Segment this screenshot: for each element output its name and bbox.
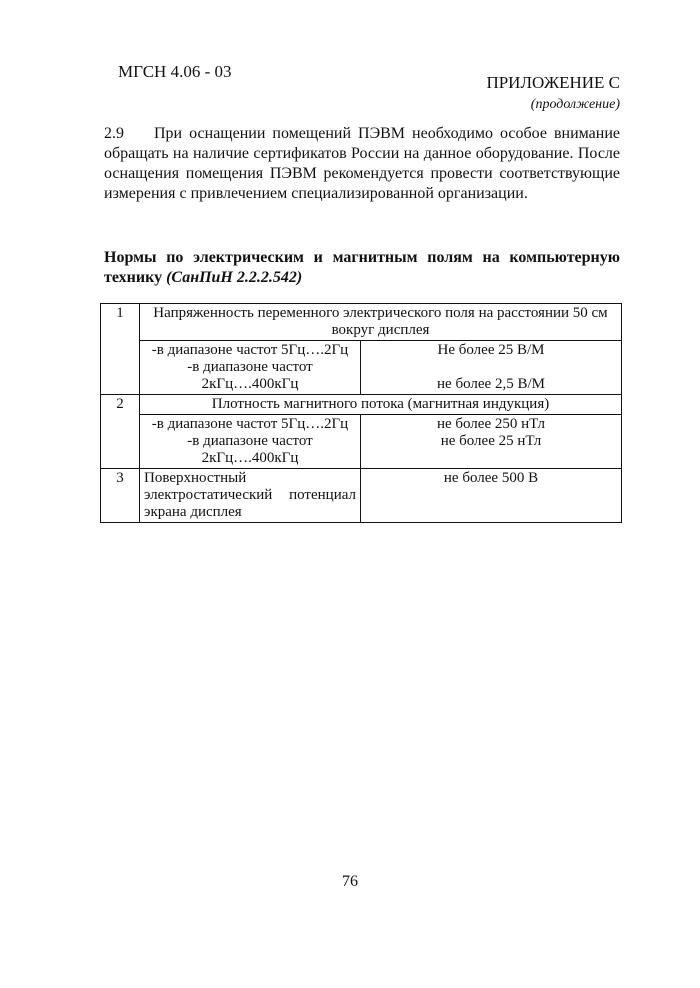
- limit-line: не более 2,5 В/М: [437, 376, 545, 392]
- table-row: [101, 395, 622, 415]
- limit-value: не более 500 В: [361, 469, 622, 523]
- limit-gap: [365, 359, 617, 376]
- row-title: Плотность магнитного потока (магнитная индукция): [140, 395, 622, 415]
- document-code: МГСН 4.06 - 03: [118, 62, 232, 81]
- appendix-title: ПРИЛОЖЕНИЕ С: [486, 73, 620, 92]
- limit-values: [361, 415, 622, 469]
- range-line: -в диапазоне частот: [187, 359, 313, 375]
- row-number: 3: [101, 469, 140, 523]
- limit-values: [361, 341, 622, 395]
- table-heading-text: Нормы по электрическим и магнитным полям на компьютерную технику: [104, 249, 620, 286]
- frequency-ranges: [140, 341, 361, 395]
- frequency-ranges: [140, 415, 361, 469]
- table-row: [101, 415, 622, 469]
- row-title: Напряженность переменного электрического поля на расстоянии 50 см вокруг дисплея: [140, 304, 622, 341]
- appendix-header: [486, 72, 620, 116]
- range-line: 2кГц….400кГц: [201, 450, 299, 466]
- page-number: 76: [342, 873, 358, 890]
- limit-line: не более 25 нТл: [440, 433, 542, 449]
- range-line: -в диапазоне частот 5Гц….2Гц: [151, 416, 349, 432]
- table-row: [101, 341, 622, 395]
- limit-line: Не более 25 В/М: [437, 342, 545, 358]
- section-number: 2.9: [104, 125, 124, 142]
- appendix-note: (продолжение): [530, 97, 620, 112]
- table-row: [101, 469, 622, 523]
- limit-line: не более 250 нТл: [436, 416, 546, 432]
- row-number: 2: [101, 395, 140, 469]
- row-number: 1: [101, 304, 140, 395]
- section-2-9: [104, 124, 620, 204]
- table-heading-ref: (СанПиН 2.2.2.542): [166, 269, 303, 286]
- norms-table: [100, 303, 622, 523]
- range-line: -в диапазоне частот: [187, 433, 313, 449]
- range-line: -в диапазоне частот 5Гц….2Гц: [151, 342, 349, 358]
- row-description: Поверхностный электростатический потенциал экрана дисплея: [140, 469, 361, 523]
- section-text: При оснащении помещений ПЭВМ необходимо особое внимание обращать на наличие сертификатов России на данное оборудование. После оснащения помещения ПЭВМ рекомендуется провести соответствующие измерения с привлечением специализированной организации.: [104, 125, 620, 202]
- range-line: 2кГц….400кГц: [201, 376, 299, 392]
- table-row: [101, 304, 622, 341]
- table-heading: [104, 248, 620, 288]
